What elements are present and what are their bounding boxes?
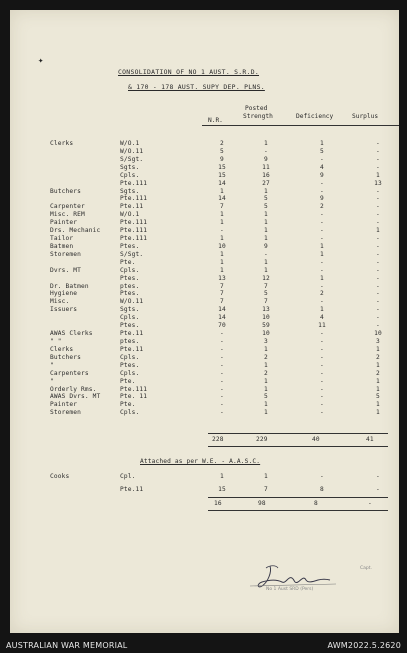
row-posted: 5 <box>264 195 268 203</box>
row-deficiency: - <box>320 227 324 235</box>
total-posted: 229 <box>256 436 268 443</box>
header-deficiency: Deficiency <box>296 113 334 120</box>
row-role: Hygiene <box>50 290 78 298</box>
table-row <box>50 180 400 187</box>
row-deficiency: 1 <box>320 274 324 282</box>
row-surplus: - <box>376 140 380 147</box>
row-surplus: - <box>376 163 380 171</box>
row-deficiency: - <box>320 235 324 243</box>
row-rank: Pte.111 <box>120 235 148 243</box>
row-surplus: 1 <box>376 385 380 393</box>
row-nr: 1 <box>220 250 224 258</box>
row-deficiency: - <box>320 369 324 377</box>
row-role: Carpenters <box>50 369 89 377</box>
row-rank: Pte.111 <box>120 227 148 235</box>
row-posted: 1 <box>264 266 268 274</box>
row-nr: - <box>220 401 224 409</box>
row-deficiency: - <box>320 409 324 417</box>
row-surplus: 1 <box>376 377 380 385</box>
row-role: Dr. Batmen <box>50 282 89 290</box>
row-surplus: - <box>376 187 380 195</box>
table-row <box>50 156 400 163</box>
attached-totals-rule-top <box>208 497 388 498</box>
table-row <box>50 275 400 282</box>
table-row <box>50 354 400 361</box>
row-nr: 1 <box>220 266 224 274</box>
row-role: Cooks <box>50 473 70 480</box>
row-surplus: 1 <box>376 361 380 369</box>
row-rank: Cpls. <box>120 266 140 274</box>
row-rank: Pte. <box>120 401 136 409</box>
row-surplus: 1 <box>376 171 380 179</box>
row-surplus: - <box>376 155 380 163</box>
row-role: Issuers <box>50 306 78 314</box>
row-posted: - <box>264 147 268 155</box>
footer-accession-number: AWM2022.5.2620 <box>327 641 401 650</box>
row-role: Storemen <box>50 250 82 258</box>
table-row <box>50 251 400 258</box>
row-nr: - <box>220 338 224 345</box>
row-posted: 27 <box>262 179 270 187</box>
row-role: Drs. Mechanic <box>50 227 101 235</box>
header-nr: N.R. <box>208 117 223 124</box>
row-posted: 11 <box>262 163 270 171</box>
row-rank: Pte.11 <box>120 486 144 493</box>
table-row <box>50 259 400 266</box>
row-role: Tailor <box>50 235 74 243</box>
row-rank: W/O.11 <box>120 147 144 155</box>
row-posted: 9 <box>264 242 268 250</box>
row-surplus: 13 <box>374 179 382 187</box>
row-surplus: - <box>376 195 380 203</box>
row-surplus: 10 <box>374 330 382 338</box>
row-posted: 16 <box>262 171 270 179</box>
row-rank: Ptes. <box>120 361 140 369</box>
table-row <box>50 140 400 147</box>
row-nr: 9 <box>220 155 224 163</box>
attached-total-nr: 16 <box>214 500 222 507</box>
table-row <box>50 227 400 234</box>
row-role: Butchers <box>50 353 82 361</box>
row-deficiency: 2 <box>320 203 324 211</box>
row-rank: Pte.11 <box>120 203 144 211</box>
table-row <box>50 188 400 195</box>
row-nr: 14 <box>218 179 226 187</box>
row-nr: 7 <box>220 282 224 290</box>
row-deficiency: - <box>320 330 324 338</box>
row-nr: - <box>220 409 224 417</box>
row-nr: - <box>220 227 224 235</box>
row-posted: 2 <box>264 353 268 361</box>
row-posted: - <box>264 250 268 258</box>
row-posted: 2 <box>264 369 268 377</box>
row-posted: 5 <box>264 290 268 298</box>
total-surplus: 41 <box>366 436 374 443</box>
table-row <box>50 235 400 242</box>
row-rank: Ptes. <box>120 242 140 250</box>
row-posted: 1 <box>264 258 268 266</box>
row-posted: 1 <box>264 377 268 385</box>
row-deficiency: 1 <box>320 242 324 250</box>
row-nr: - <box>220 353 224 361</box>
row-rank: W/O.1 <box>120 140 140 147</box>
table-row <box>50 322 400 329</box>
row-surplus: 1 <box>376 409 380 417</box>
row-surplus: - <box>376 306 380 314</box>
attached-total-deficiency: 8 <box>314 500 318 507</box>
table-row <box>50 283 400 290</box>
row-deficiency: - <box>320 155 324 163</box>
row-role: Dvrs. MT <box>50 266 82 274</box>
table-row <box>50 393 400 400</box>
document-title: CONSOLIDATION OF NO 1 AUST. S.R.D. <box>118 68 260 76</box>
row-deficiency: 11 <box>318 322 326 330</box>
row-posted: 1 <box>264 211 268 219</box>
row-nr: - <box>220 369 224 377</box>
header-strength: Strength <box>243 113 273 120</box>
table-row <box>50 243 400 250</box>
row-role: Painter <box>50 401 78 409</box>
row-nr: 10 <box>218 242 226 250</box>
table-row <box>50 401 400 408</box>
table-row <box>50 386 400 393</box>
attached-heading: Attached as per W.E. - A.A.S.C. <box>140 458 261 465</box>
row-posted: 1 <box>264 235 268 243</box>
row-surplus: - <box>376 258 380 266</box>
row-surplus: - <box>376 147 380 155</box>
attached-totals-rule-bottom <box>208 510 388 511</box>
document-subtitle: & 170 - 178 AUST. SUPY DEP. PLNS. <box>128 83 265 91</box>
row-nr: - <box>220 385 224 393</box>
row-surplus: 1 <box>376 345 380 353</box>
row-posted: 1 <box>264 187 268 195</box>
row-posted: 7 <box>264 282 268 290</box>
row-role: Clerks <box>50 140 74 147</box>
row-deficiency: - <box>320 298 324 306</box>
row-rank: W/O.1 <box>120 211 140 219</box>
row-rank: Pte.111 <box>120 195 148 203</box>
row-posted: 9 <box>264 155 268 163</box>
row-role: Storemen <box>50 409 82 417</box>
table-row <box>50 203 400 210</box>
document-sheet <box>10 10 399 633</box>
row-nr: 13 <box>218 274 226 282</box>
row-deficiency: - <box>320 401 324 409</box>
row-rank: Pte. <box>120 258 136 266</box>
attached-total-posted: 98 <box>258 500 266 507</box>
row-rank: Sgts. <box>120 163 140 171</box>
table-row <box>50 330 400 337</box>
table-row <box>50 211 400 218</box>
row-role: Batmen <box>50 242 74 250</box>
row-posted: 1 <box>264 345 268 353</box>
signature-rank: Capt. <box>360 566 372 571</box>
table-row <box>50 164 400 171</box>
totals-rule-bottom <box>208 446 388 447</box>
row-rank: Ptes. <box>120 322 140 330</box>
row-role: Misc. REM <box>50 211 85 219</box>
row-surplus: 5 <box>376 393 380 401</box>
row-deficiency: 4 <box>320 314 324 322</box>
row-surplus: - <box>376 290 380 298</box>
row-deficiency: - <box>320 258 324 266</box>
table-row <box>50 486 400 493</box>
row-role: AWAS Dvrs. MT <box>50 393 101 401</box>
row-deficiency: - <box>320 219 324 227</box>
row-rank: Cpls. <box>120 171 140 179</box>
row-nr: - <box>220 330 224 338</box>
row-posted: 13 <box>262 306 270 314</box>
row-rank: Sgts. <box>120 187 140 195</box>
table-row <box>50 473 400 480</box>
row-posted: 12 <box>262 274 270 282</box>
row-deficiency: - <box>320 282 324 290</box>
row-nr: - <box>220 377 224 385</box>
row-deficiency: - <box>320 266 324 274</box>
row-deficiency: - <box>320 361 324 369</box>
row-nr: 1 <box>220 211 224 219</box>
row-role: " " <box>50 338 62 345</box>
footer-institution: AUSTRALIAN WAR MEMORIAL <box>6 641 128 650</box>
row-deficiency: 4 <box>320 163 324 171</box>
row-rank: Pte. 11 <box>120 393 148 401</box>
row-posted: 3 <box>264 338 268 345</box>
attached-total-surplus: - <box>368 500 372 507</box>
row-rank: S/Sgt. <box>120 250 144 258</box>
row-posted: 1 <box>264 227 268 235</box>
row-posted: 1 <box>264 409 268 417</box>
row-posted: 10 <box>262 330 270 338</box>
row-nr: 1 <box>220 219 224 227</box>
row-nr: 15 <box>218 486 226 493</box>
row-nr: 7 <box>220 203 224 211</box>
table-row <box>50 148 400 155</box>
row-posted: 1 <box>264 473 268 480</box>
row-surplus: - <box>376 211 380 219</box>
row-rank: Cpls. <box>120 409 140 417</box>
row-rank: Pte.111 <box>120 179 148 187</box>
row-deficiency: - <box>320 393 324 401</box>
row-deficiency: - <box>320 187 324 195</box>
row-posted: 5 <box>264 393 268 401</box>
row-surplus: - <box>376 219 380 227</box>
row-surplus: - <box>376 473 380 480</box>
row-rank: Cpls. <box>120 353 140 361</box>
row-nr: 5 <box>220 147 224 155</box>
row-deficiency: 9 <box>320 195 324 203</box>
row-surplus: - <box>376 235 380 243</box>
row-surplus: - <box>376 203 380 211</box>
row-deficiency: - <box>320 345 324 353</box>
row-surplus: 1 <box>376 227 380 235</box>
table-row <box>50 346 400 353</box>
row-deficiency: - <box>320 353 324 361</box>
row-rank: S/Sgt. <box>120 155 144 163</box>
row-nr: - <box>220 345 224 353</box>
row-role: Carpenter <box>50 203 85 211</box>
row-surplus: - <box>376 266 380 274</box>
row-rank: Cpls. <box>120 314 140 322</box>
row-role: " <box>50 377 54 385</box>
signature-stamp: No 1 Aust SRD (Pers) <box>266 587 314 592</box>
row-rank: Pte.11 <box>120 330 144 338</box>
row-rank: Cpls. <box>120 369 140 377</box>
row-surplus: - <box>376 242 380 250</box>
row-nr: 70 <box>218 322 226 330</box>
row-nr: - <box>220 393 224 401</box>
table-row <box>50 378 400 385</box>
punch-hole-mark: ✦ <box>38 56 44 66</box>
row-deficiency: 2 <box>320 290 324 298</box>
row-surplus: - <box>376 274 380 282</box>
table-row <box>50 338 400 345</box>
row-surplus: - <box>376 282 380 290</box>
row-surplus: - <box>376 250 380 258</box>
row-surplus: - <box>376 298 380 306</box>
table-row <box>50 267 400 274</box>
table-row <box>50 219 400 226</box>
total-nr: 228 <box>212 436 224 443</box>
row-role: AWAS Clerks <box>50 330 93 338</box>
totals-rule-top <box>208 433 388 434</box>
row-nr: 14 <box>218 314 226 322</box>
row-rank: Pte.11 <box>120 345 144 353</box>
row-nr: 7 <box>220 298 224 306</box>
table-row <box>50 314 400 321</box>
row-rank: Pte. <box>120 377 136 385</box>
header-posted: Posted <box>245 105 268 112</box>
table-row <box>50 370 400 377</box>
row-role: Painter <box>50 219 78 227</box>
row-deficiency: - <box>320 473 324 480</box>
total-deficiency: 40 <box>312 436 320 443</box>
row-role: Butchers <box>50 187 82 195</box>
row-nr: 1 <box>220 235 224 243</box>
row-deficiency: 1 <box>320 140 324 147</box>
row-nr: 1 <box>220 187 224 195</box>
row-rank: Pte.111 <box>120 219 148 227</box>
table-row <box>50 290 400 297</box>
row-surplus: 1 <box>376 401 380 409</box>
row-rank: ptes. <box>120 338 140 345</box>
row-posted: 59 <box>262 322 270 330</box>
row-deficiency: - <box>320 179 324 187</box>
row-deficiency: - <box>320 385 324 393</box>
row-nr: - <box>220 361 224 369</box>
row-rank: Sgts. <box>120 306 140 314</box>
table-row <box>50 172 400 179</box>
row-deficiency: 9 <box>320 171 324 179</box>
row-rank: W/O.11 <box>120 298 144 306</box>
row-rank: Ptes. <box>120 290 140 298</box>
row-posted: 7 <box>264 298 268 306</box>
row-posted: 10 <box>262 314 270 322</box>
row-role: Misc. <box>50 298 70 306</box>
header-rule <box>202 125 399 126</box>
row-rank: Ptes. <box>120 274 140 282</box>
row-surplus: 2 <box>376 369 380 377</box>
table-row <box>50 409 400 416</box>
row-posted: 5 <box>264 203 268 211</box>
row-posted: 7 <box>264 486 268 493</box>
row-role: Clerks <box>50 345 74 353</box>
archive-footer <box>0 638 407 653</box>
row-nr: 15 <box>218 171 226 179</box>
row-surplus: - <box>376 486 380 493</box>
row-role: Orderly Rms. <box>50 385 97 393</box>
row-posted: 1 <box>264 385 268 393</box>
row-surplus: - <box>376 314 380 322</box>
row-nr: 1 <box>220 258 224 266</box>
row-surplus: 2 <box>376 353 380 361</box>
row-posted: 1 <box>264 361 268 369</box>
row-deficiency: - <box>320 338 324 345</box>
row-nr: 14 <box>218 306 226 314</box>
row-nr: 15 <box>218 163 226 171</box>
row-deficiency: 1 <box>320 306 324 314</box>
row-rank: ptes. <box>120 282 140 290</box>
row-surplus: - <box>376 322 380 330</box>
row-deficiency: 8 <box>320 486 324 493</box>
row-nr: 1 <box>220 473 224 480</box>
row-posted: 1 <box>264 401 268 409</box>
row-rank: Pte.111 <box>120 385 148 393</box>
row-deficiency: - <box>320 377 324 385</box>
row-rank: Cpl. <box>120 473 136 480</box>
row-posted: 1 <box>264 140 268 147</box>
table-row <box>50 362 400 369</box>
table-row <box>50 195 400 202</box>
row-surplus: 3 <box>376 338 380 345</box>
row-nr: 14 <box>218 195 226 203</box>
row-posted: 1 <box>264 219 268 227</box>
row-nr: 2 <box>220 140 224 147</box>
row-deficiency: 1 <box>320 250 324 258</box>
row-nr: 7 <box>220 290 224 298</box>
table-row <box>50 298 400 305</box>
header-surplus: Surplus <box>352 113 379 120</box>
row-deficiency: 5 <box>320 147 324 155</box>
row-deficiency: - <box>320 211 324 219</box>
table-row <box>50 306 400 313</box>
row-role: " <box>50 361 54 369</box>
